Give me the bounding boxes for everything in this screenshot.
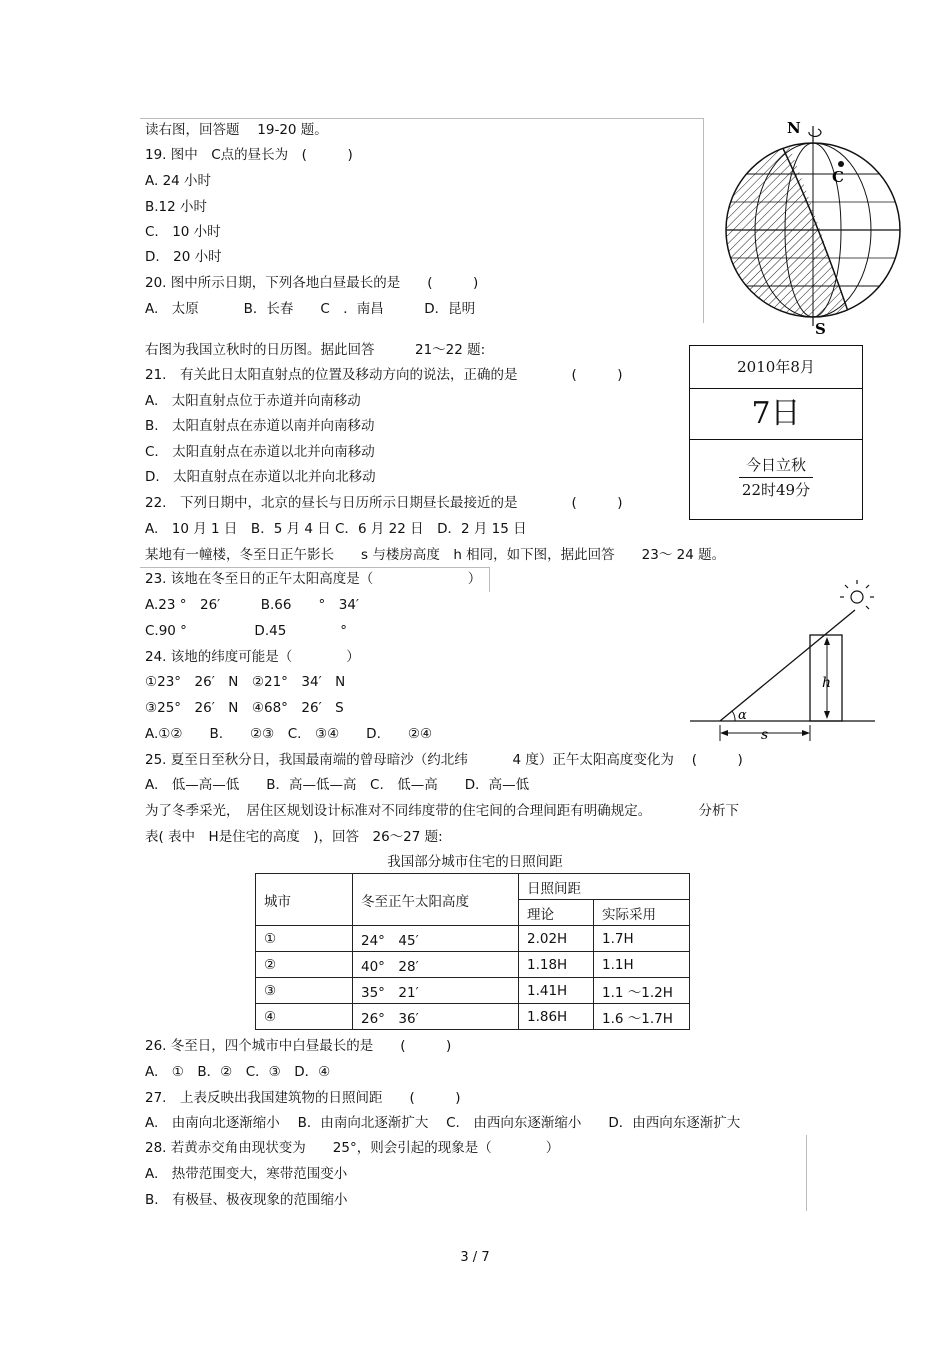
cell-angle: 40° 28′ bbox=[353, 952, 519, 978]
calendar-month: 2010年8月 bbox=[690, 346, 862, 389]
sunlight-spacing-table bbox=[255, 873, 690, 1030]
option-21b: B. 太阳直射点在赤道以南并向南移动 bbox=[145, 418, 375, 434]
cell-angle: 24° 45′ bbox=[353, 926, 519, 952]
cell-angle: 35° 21′ bbox=[353, 978, 519, 1004]
options-22: A. 10 月 1 日 B．5 月 4 日 C．6 月 22 日 D．2 月 15 日 bbox=[145, 521, 527, 537]
question-21: 21. 有关此日太阳直射点的位置及移动方向的说法，正确的是 ( ) bbox=[145, 367, 623, 383]
cell-actual: 1.1H bbox=[594, 952, 690, 978]
cell-theory: 1.41H bbox=[519, 978, 594, 1004]
question-24: 24. 该地的纬度可能是（ ） bbox=[145, 649, 360, 665]
table-caption: 我国部分城市住宅的日照间距 bbox=[387, 854, 563, 870]
header-angle: 冬至正午太阳高度 bbox=[353, 874, 519, 926]
question-26: 26. 冬至日，四个城市中白昼最长的是 ( ) bbox=[145, 1038, 452, 1054]
header-city: 城市 bbox=[256, 874, 353, 926]
globe-label-south: S bbox=[815, 320, 826, 337]
options-26: A. ① B．② C．③ D．④ bbox=[145, 1064, 331, 1080]
globe-point-c: C bbox=[832, 168, 844, 186]
question-22: 22. 下列日期中，北京的昼长与日历所示日期昼长最接近的是 ( ) bbox=[145, 495, 623, 511]
option-19b: B.12 小时 bbox=[145, 199, 208, 215]
frame-top-1 bbox=[140, 118, 704, 119]
intro-26-27-a: 为了冬季采光， 居住区规划设计标准对不同纬度带的住宅间的合理间距有明确规定。 分析下 bbox=[145, 803, 739, 819]
calendar-time: 22时49分 bbox=[741, 481, 811, 499]
header-spacing: 日照间距 bbox=[519, 874, 690, 900]
question-19: 19. 图中 C点的昼长为 ( ) bbox=[145, 147, 353, 163]
choices-24-34: ③25° 26′ N ④68° 26′ S bbox=[145, 700, 344, 716]
frame-top-2 bbox=[140, 567, 490, 568]
page-number: 3 / 7 bbox=[460, 1250, 490, 1265]
option-19c: C. 10 小时 bbox=[145, 224, 221, 240]
question-25: 25. 夏至日至秋分日，我国最南端的曾母暗沙（约北纬 4 度）正午太阳高度变化为 ( ) bbox=[145, 752, 743, 768]
calendar-note bbox=[690, 454, 862, 501]
cell-theory: 2.02H bbox=[519, 926, 594, 952]
table-row bbox=[256, 926, 690, 952]
intro-19-20: 读右图，回答题 19-20 题。 bbox=[145, 122, 328, 138]
building-shadow-diagram bbox=[685, 575, 880, 745]
calendar-day: 7日 bbox=[690, 389, 862, 440]
intro-26-27-b: 表( 表中 H是住宅的高度 )，回答 26～27 题: bbox=[145, 829, 443, 845]
label-height: h bbox=[822, 675, 832, 691]
option-19d: D. 20 小时 bbox=[145, 249, 222, 265]
cell-city: ④ bbox=[256, 1004, 353, 1030]
cell-city: ② bbox=[256, 952, 353, 978]
options-20: A. 太原 B．长春 C ．南昌 D．昆明 bbox=[145, 301, 476, 317]
options-23-ab: A.23 ° 26′ B.66 ° 34′ bbox=[145, 597, 359, 613]
cell-angle: 26° 36′ bbox=[353, 1004, 519, 1030]
option-28b: B. 有极昼、极夜现象的范围缩小 bbox=[145, 1192, 348, 1208]
frame-right-3 bbox=[806, 1135, 807, 1211]
cell-theory: 1.18H bbox=[519, 952, 594, 978]
option-21a: A. 太阳直射点位于赤道并向南移动 bbox=[145, 393, 361, 409]
options-24: A.①② B. ②③ C. ③④ D. ②④ bbox=[145, 726, 433, 742]
cell-actual: 1.7H bbox=[594, 926, 690, 952]
calendar-card bbox=[689, 345, 863, 520]
frame-right-1 bbox=[703, 118, 704, 323]
intro-21-22: 右图为我国立秋时的日历图。据此回答 21～22 题: bbox=[145, 342, 486, 358]
table-row bbox=[256, 952, 690, 978]
option-21d: D. 太阳直射点在赤道以北并向北移动 bbox=[145, 469, 376, 485]
options-23-cd: C.90 ° D.45 ° bbox=[145, 623, 348, 639]
cell-actual: 1.6 ～1.7H bbox=[594, 1004, 690, 1030]
option-19a: A. 24 小时 bbox=[145, 173, 212, 189]
label-shadow: s bbox=[761, 727, 769, 743]
table-row bbox=[256, 1004, 690, 1030]
globe-illumination-diagram bbox=[715, 112, 915, 337]
question-23: 23. 该地在冬至日的正午太阳高度是（ ） bbox=[145, 571, 482, 587]
question-27: 27. 上表反映出我国建筑物的日照间距 ( ) bbox=[145, 1090, 461, 1106]
label-alpha: α bbox=[738, 708, 747, 723]
cell-city: ③ bbox=[256, 978, 353, 1004]
cell-theory: 1.86H bbox=[519, 1004, 594, 1030]
options-25: A. 低—高—低 B．高—低—高 C. 低—高 D．高—低 bbox=[145, 777, 530, 793]
header-theory: 理论 bbox=[519, 900, 594, 926]
cell-actual: 1.1 ～1.2H bbox=[594, 978, 690, 1004]
cell-city: ① bbox=[256, 926, 353, 952]
calendar-solar-term: 今日立秋 bbox=[745, 456, 806, 474]
frame-right-2 bbox=[489, 567, 490, 592]
option-21c: C. 太阳直射点在赤道以北并向南移动 bbox=[145, 444, 375, 460]
globe-label-north: N bbox=[787, 119, 801, 137]
intro-23-24: 某地有一幢楼，冬至日正午影长 s 与楼房高度 h 相同，如下图，据此回答 23～ 24 题。 bbox=[145, 547, 726, 563]
question-20: 20. 图中所示日期，下列各地白昼最长的是 ( ) bbox=[145, 275, 479, 291]
option-28a: A. 热带范围变大，寒带范围变小 bbox=[145, 1166, 348, 1182]
question-28: 28. 若黄赤交角由现状变为 25°，则会引起的现象是（ ） bbox=[145, 1140, 560, 1156]
options-27: A. 由南向北逐渐缩小 B．由南向北逐渐扩大 C. 由西向东逐渐缩小 D．由西向东逐渐扩大 bbox=[145, 1115, 741, 1131]
choices-24-12: ①23° 26′ N ②21° 34′ N bbox=[145, 674, 346, 690]
header-actual: 实际采用 bbox=[594, 900, 690, 926]
table-row bbox=[256, 978, 690, 1004]
